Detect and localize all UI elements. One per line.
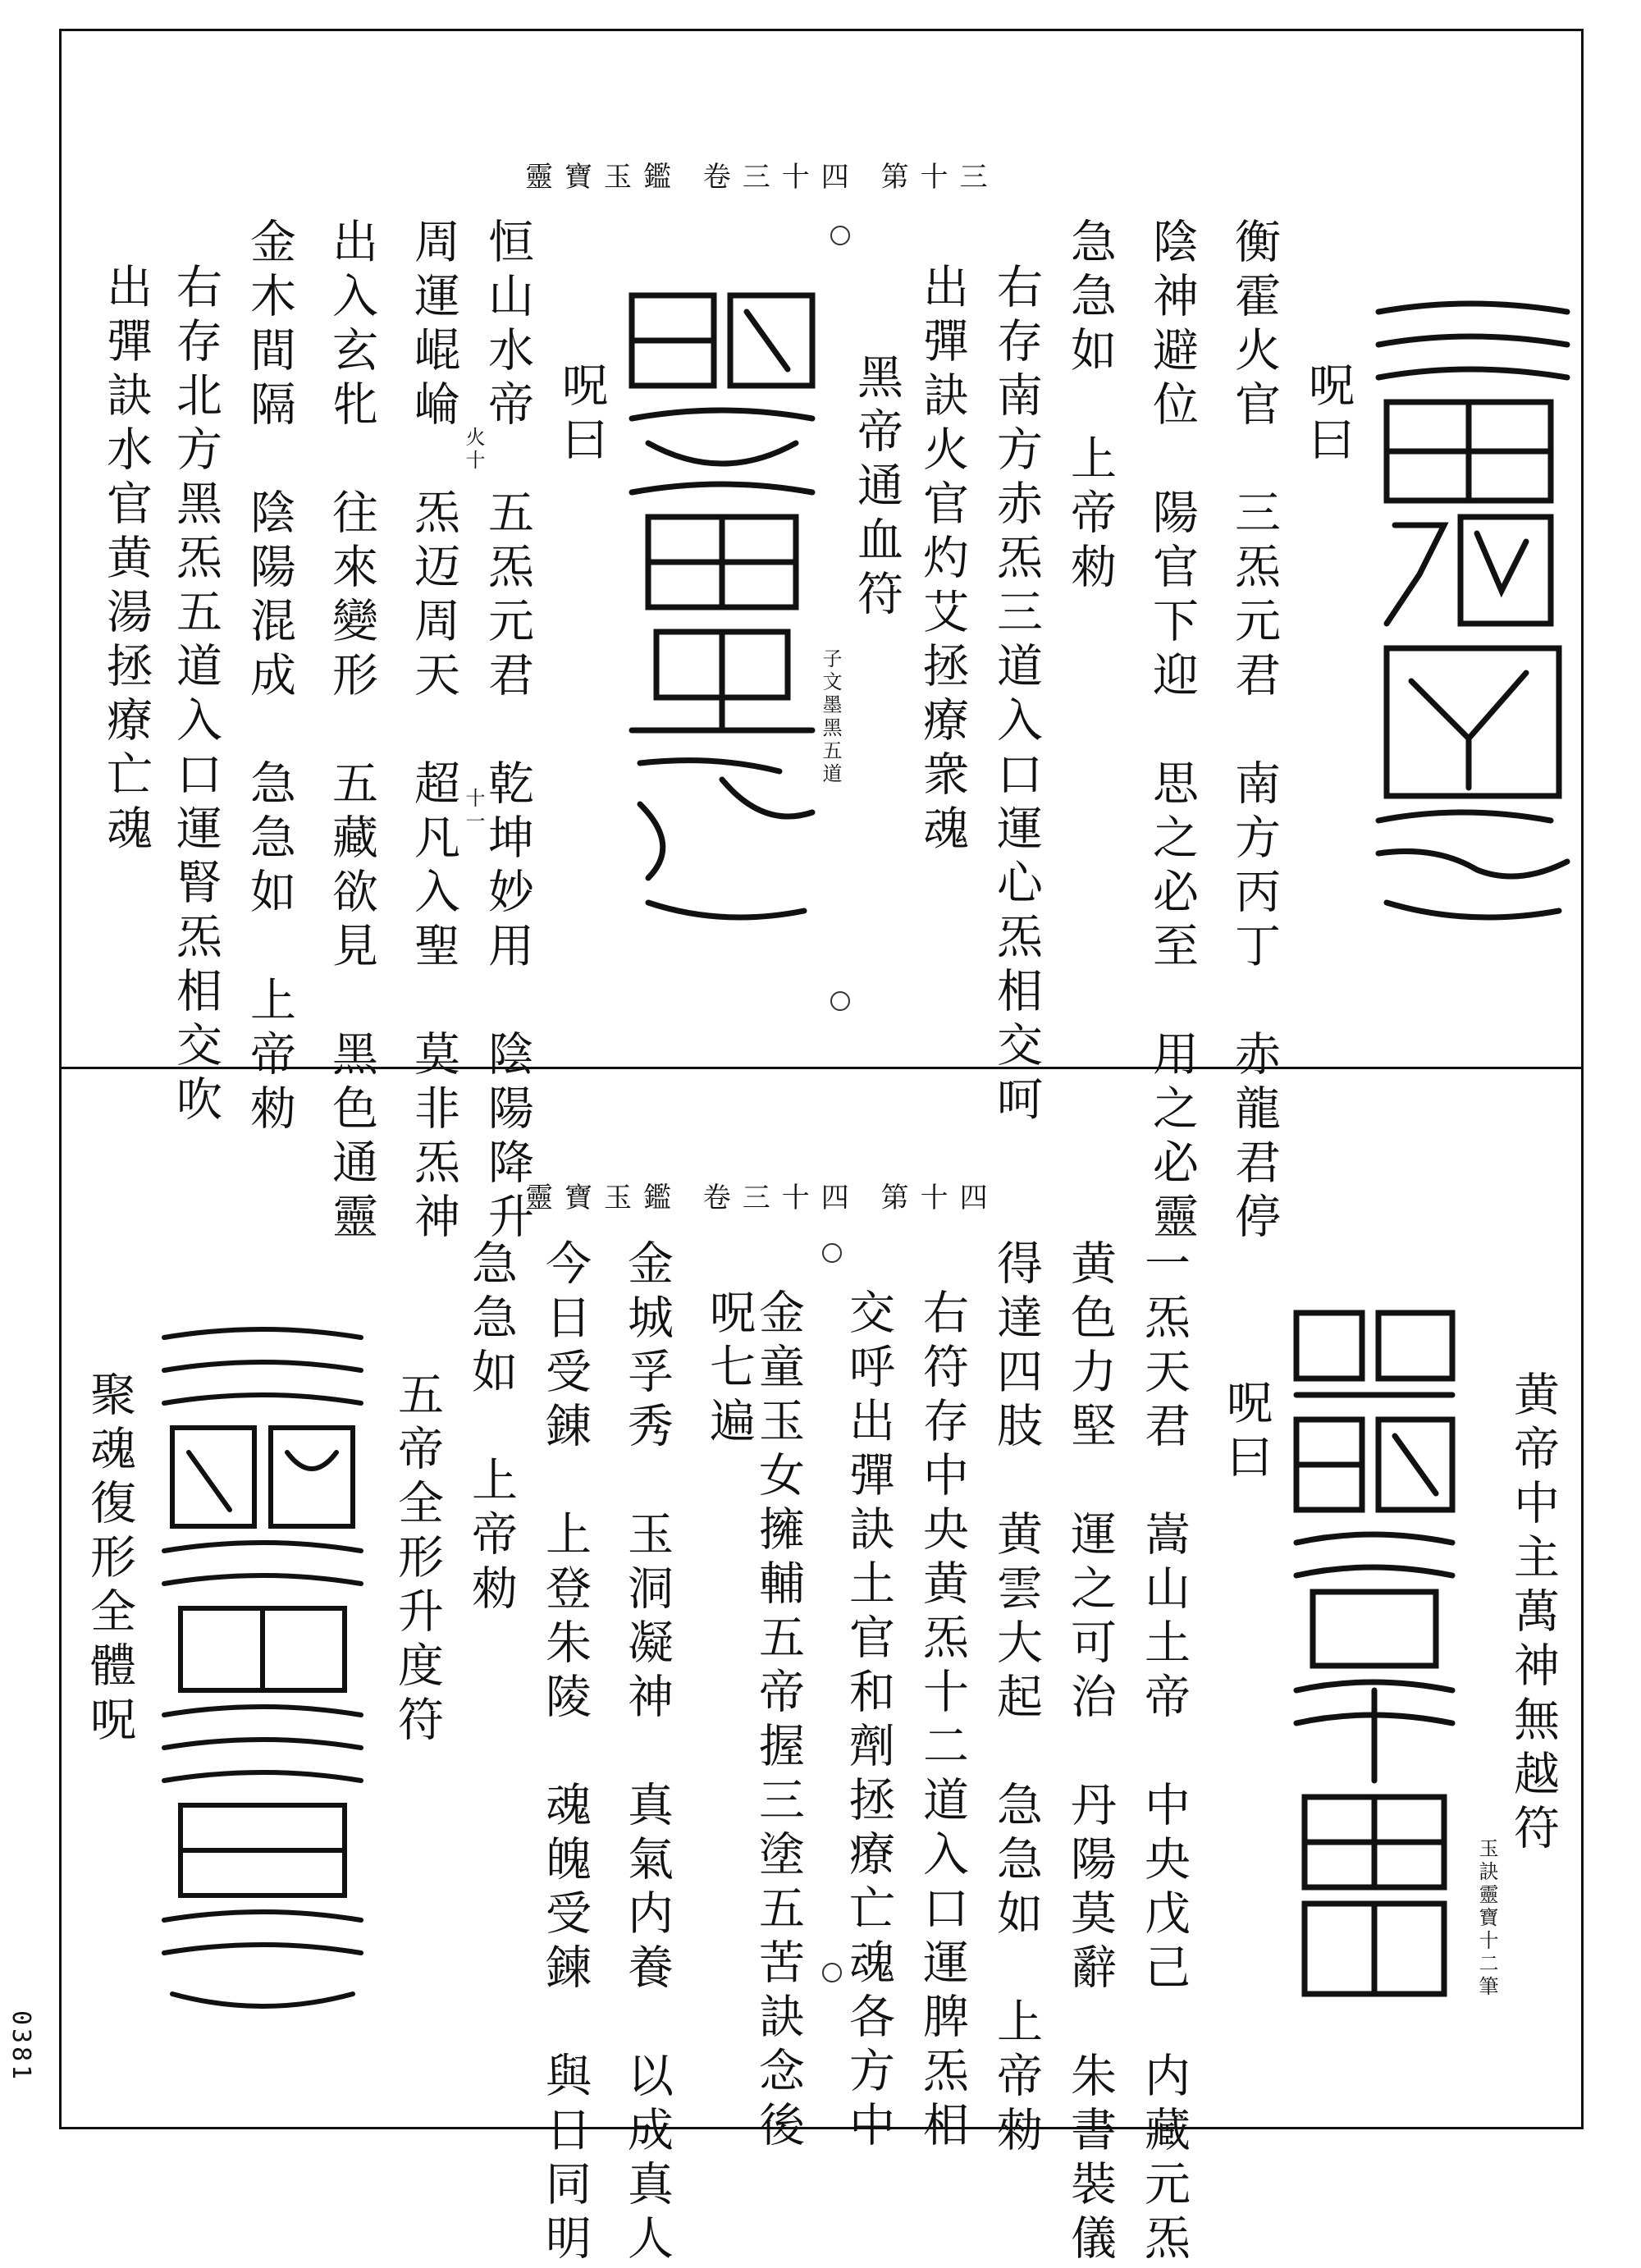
punch-hole <box>822 1963 842 1982</box>
top-col-10: 周運崐崘 炁迈周天 超凡入聖 莫非炁神 <box>407 217 460 1246</box>
top-col-6: 出彈訣火官灼艾拯療衆魂 <box>916 263 969 858</box>
top-col-5: 右存南方赤炁三道入口運心炁相交呵 <box>990 263 1043 1129</box>
top-col-8: 呪曰 <box>555 361 608 469</box>
bottom-col-6: 右符存中央黄炁十二道入口運脾炁相 <box>916 1288 969 2155</box>
top-col-7: 黑帝通血符 <box>850 353 903 624</box>
top-header: 靈寶玉鑑 卷三十四 第十三 <box>525 161 999 194</box>
punch-hole <box>830 226 850 245</box>
bottom-col-3: 一炁天君 嵩山土帝 中央戊己 内藏元炁 <box>1137 1239 1191 2268</box>
bottom-col-11: 今日受錬 上登朱陵 魂魄受鍊 與日同明 <box>538 1239 592 2268</box>
bottom-col-13: 五帝全形升度符 <box>391 1370 444 1749</box>
top-col-12: 金木間隔 陰陽混成 急急如 上帝勑 <box>243 217 296 1138</box>
bottom-talisman-five-emperors <box>148 1313 377 2055</box>
top-talisman-black-emperor <box>615 271 829 947</box>
top-col-3: 陰神避位 陽官下迎 思之必至 用之必靈 <box>1145 217 1199 1246</box>
top-col-14: 出彈訣水官黄湯拯療亡魂 <box>99 263 153 858</box>
bottom-talisman-yellow-emperor <box>1280 1288 1469 2014</box>
bottom-note-yellow: 玉訣靈寶十二筆 <box>1475 1838 1498 1999</box>
page-number: 0381 <box>7 2010 35 2083</box>
top-note-side1: 火十 <box>462 427 485 473</box>
top-col-11: 出入玄牝 往來變形 五藏欲見 黑色通靈 <box>325 217 378 1246</box>
bottom-col-4: 黄色力堅 運之可治 丹陽莫辭 朱書裝儀 <box>1063 1239 1117 2268</box>
bottom-col-2: 呪曰 <box>1219 1379 1273 1487</box>
top-col-4: 急急如 上帝勑 <box>1063 217 1117 597</box>
top-talisman-red-emperor <box>1362 279 1584 955</box>
bottom-col-9: 金童玉女擁輔五帝握三塗五苦訣念後 <box>752 1288 805 2155</box>
top-col-13: 右存北方黑炁五道入口運腎炁相交吹 <box>169 263 222 1129</box>
bottom-col-1: 黄帝中主萬神無越符 <box>1506 1370 1560 1858</box>
top-col-9: 恒山水帝 五炁元君 乾坤妙用 陰陽降升 <box>481 217 534 1246</box>
top-note-side2: 十一 <box>462 788 485 834</box>
bottom-col-7: 交呼出彈訣土官和劑拯療亡魂各方中 <box>842 1288 895 2155</box>
top-col-2: 衡霍火官 三炁元君 南方丙丁 赤龍君停 <box>1227 217 1281 1246</box>
bottom-col-12: 急急如 上帝勑 <box>464 1239 518 1618</box>
punch-hole <box>830 991 850 1011</box>
top-note-black: 子文墨黑五道 <box>819 648 842 786</box>
bottom-header: 靈寶玉鑑 卷三十四 第十四 <box>525 1182 999 1214</box>
punch-hole <box>822 1243 842 1263</box>
bottom-col-10: 金城孚秀 玉洞凝神 真氣内養 以成真人 <box>620 1239 674 2268</box>
top-col-1: 呪曰 <box>1301 361 1355 469</box>
bottom-col-8: 呪七遍 <box>702 1288 756 1451</box>
bottom-col-5: 得達四肢 黄雲大起 急急如 上帝勑 <box>990 1239 1043 2160</box>
bottom-col-14: 聚魂復形全體呪 <box>83 1370 136 1749</box>
